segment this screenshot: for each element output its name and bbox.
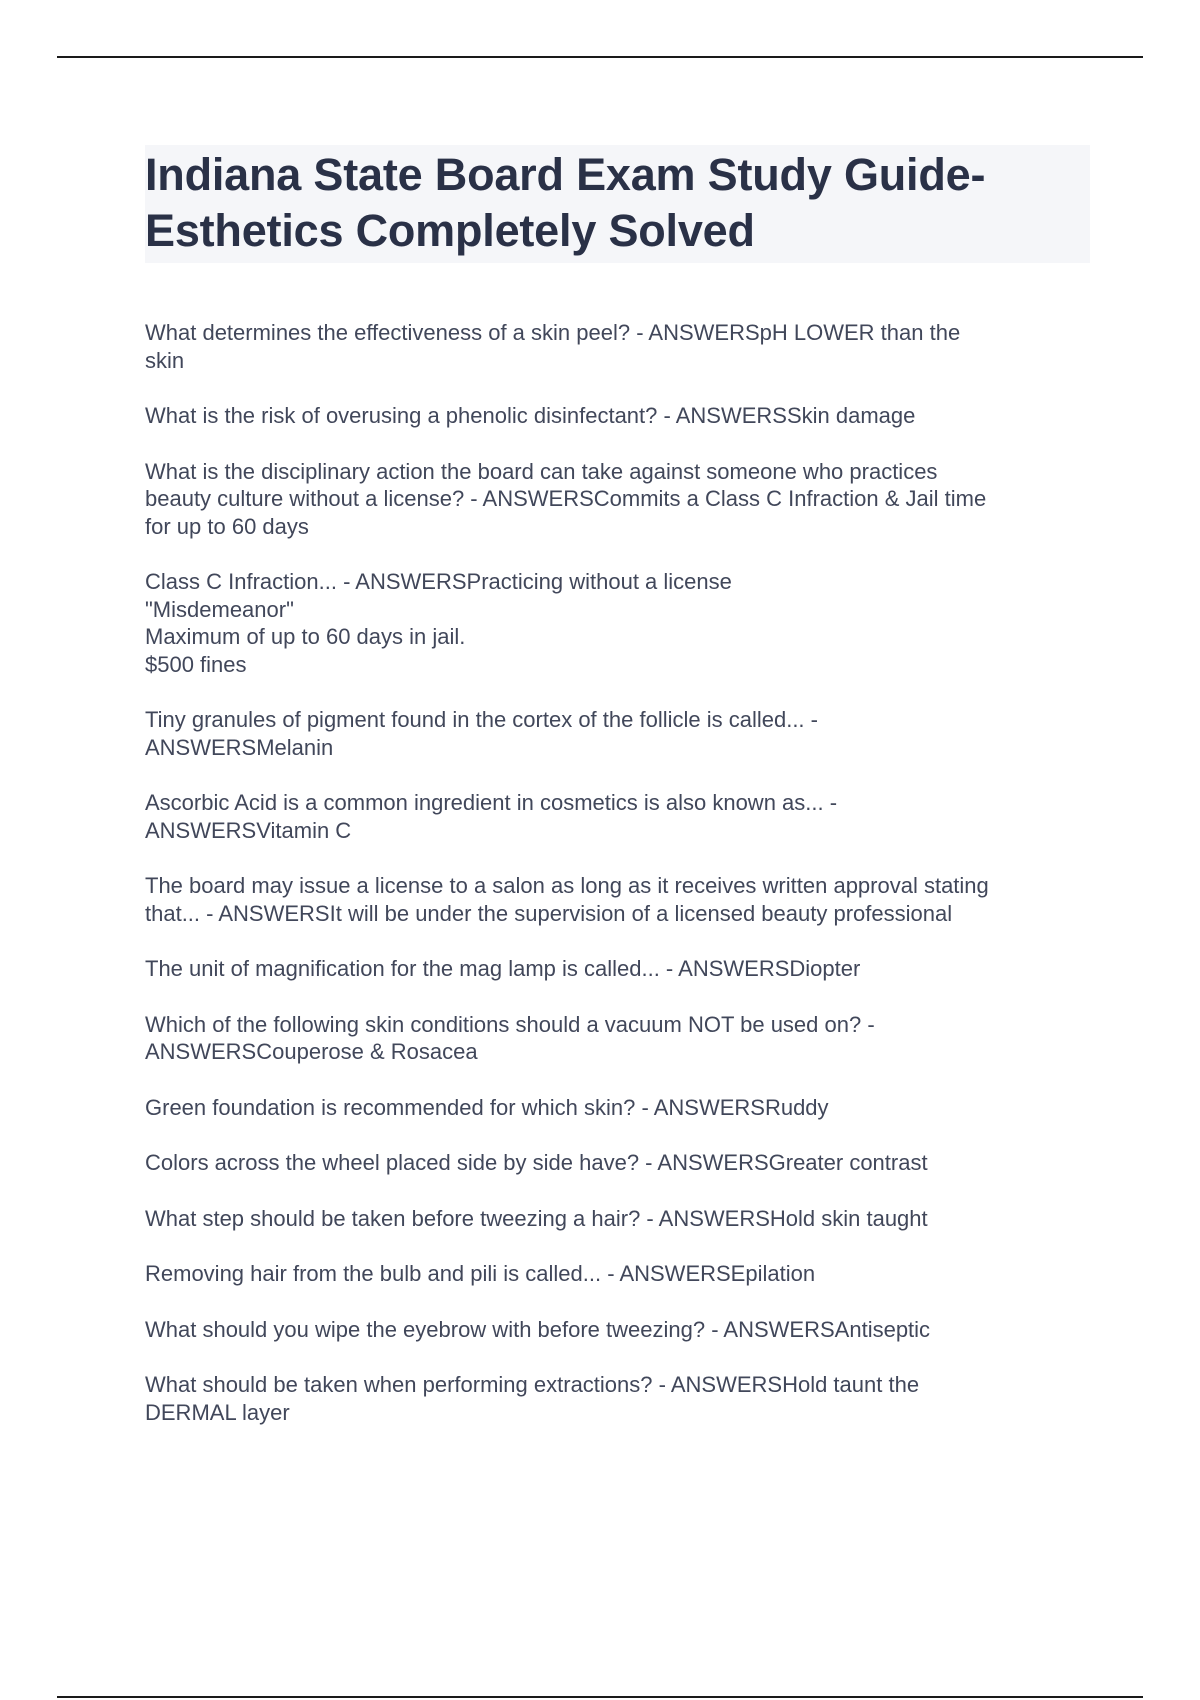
- qa-item: What is the disciplinary action the board can take against someone who practices beauty culture without a license? - ANSWERSCommits a Class C Infraction & Jail time for up to 60 days: [145, 458, 987, 539]
- qa-item: Removing hair from the bulb and pili is called... - ANSWERSEpilation: [145, 1261, 816, 1286]
- qa-item: What should you wipe the eyebrow with before tweezing? - ANSWERSAntiseptic: [145, 1316, 931, 1342]
- qa-item: What determines the effectiveness of a skin peel? - ANSWERSpH LOWER than the skin: [145, 320, 961, 373]
- qa-item: The board may issue a license to a salon as long as it receives written approval stating that... - ANSWERSIt will be under the supervision of a licensed beauty professional: [145, 873, 989, 926]
- qa-item: Colors across the wheel placed side by side have? - ANSWERSGreater contrast: [145, 1150, 928, 1175]
- qa-item: What is the risk of overusing a phenolic disinfectant? - ANSWERSSkin damage: [145, 403, 916, 428]
- qa-item: Which of the following skin conditions should a vacuum NOT be used on? - ANSWERSCouperose & Rosacea: [145, 1011, 875, 1064]
- header-rule: [57, 56, 1143, 58]
- qa-item: The unit of magnification for the mag lamp is called... - ANSWERSDiopter: [145, 956, 861, 981]
- qa-item: Tiny granules of pigment found in the cortex of the follicle is called... - ANSWERSMelanin: [145, 707, 818, 760]
- qa-item: Ascorbic Acid is a common ingredient in cosmetics is also known as... - ANSWERSVitamin C: [145, 790, 838, 843]
- title-line-2: Esthetics Completely Solved: [145, 205, 755, 256]
- qa-item: Class C Infraction... - ANSWERSPracticing without a license "Misdemeanor" Maximum of up to 60 days in jail. $500 fines: [145, 569, 732, 677]
- document-title: [145, 147, 1090, 259]
- qa-item: Green foundation is recommended for which skin? - ANSWERSRuddy: [145, 1094, 829, 1120]
- qa-item: What step should be taken before tweezing a hair? - ANSWERSHold skin taught: [145, 1205, 928, 1231]
- title-line-1: Indiana State Board Exam Study Guide-: [145, 149, 986, 200]
- document-body: [145, 145, 1090, 1454]
- qa-item: What should be taken when performing extractions? - ANSWERSHold taunt the DERMAL layer: [145, 1372, 920, 1425]
- title-block: [145, 145, 1090, 263]
- footer-rule: [57, 1696, 1143, 1698]
- qa-list: [145, 319, 1090, 1426]
